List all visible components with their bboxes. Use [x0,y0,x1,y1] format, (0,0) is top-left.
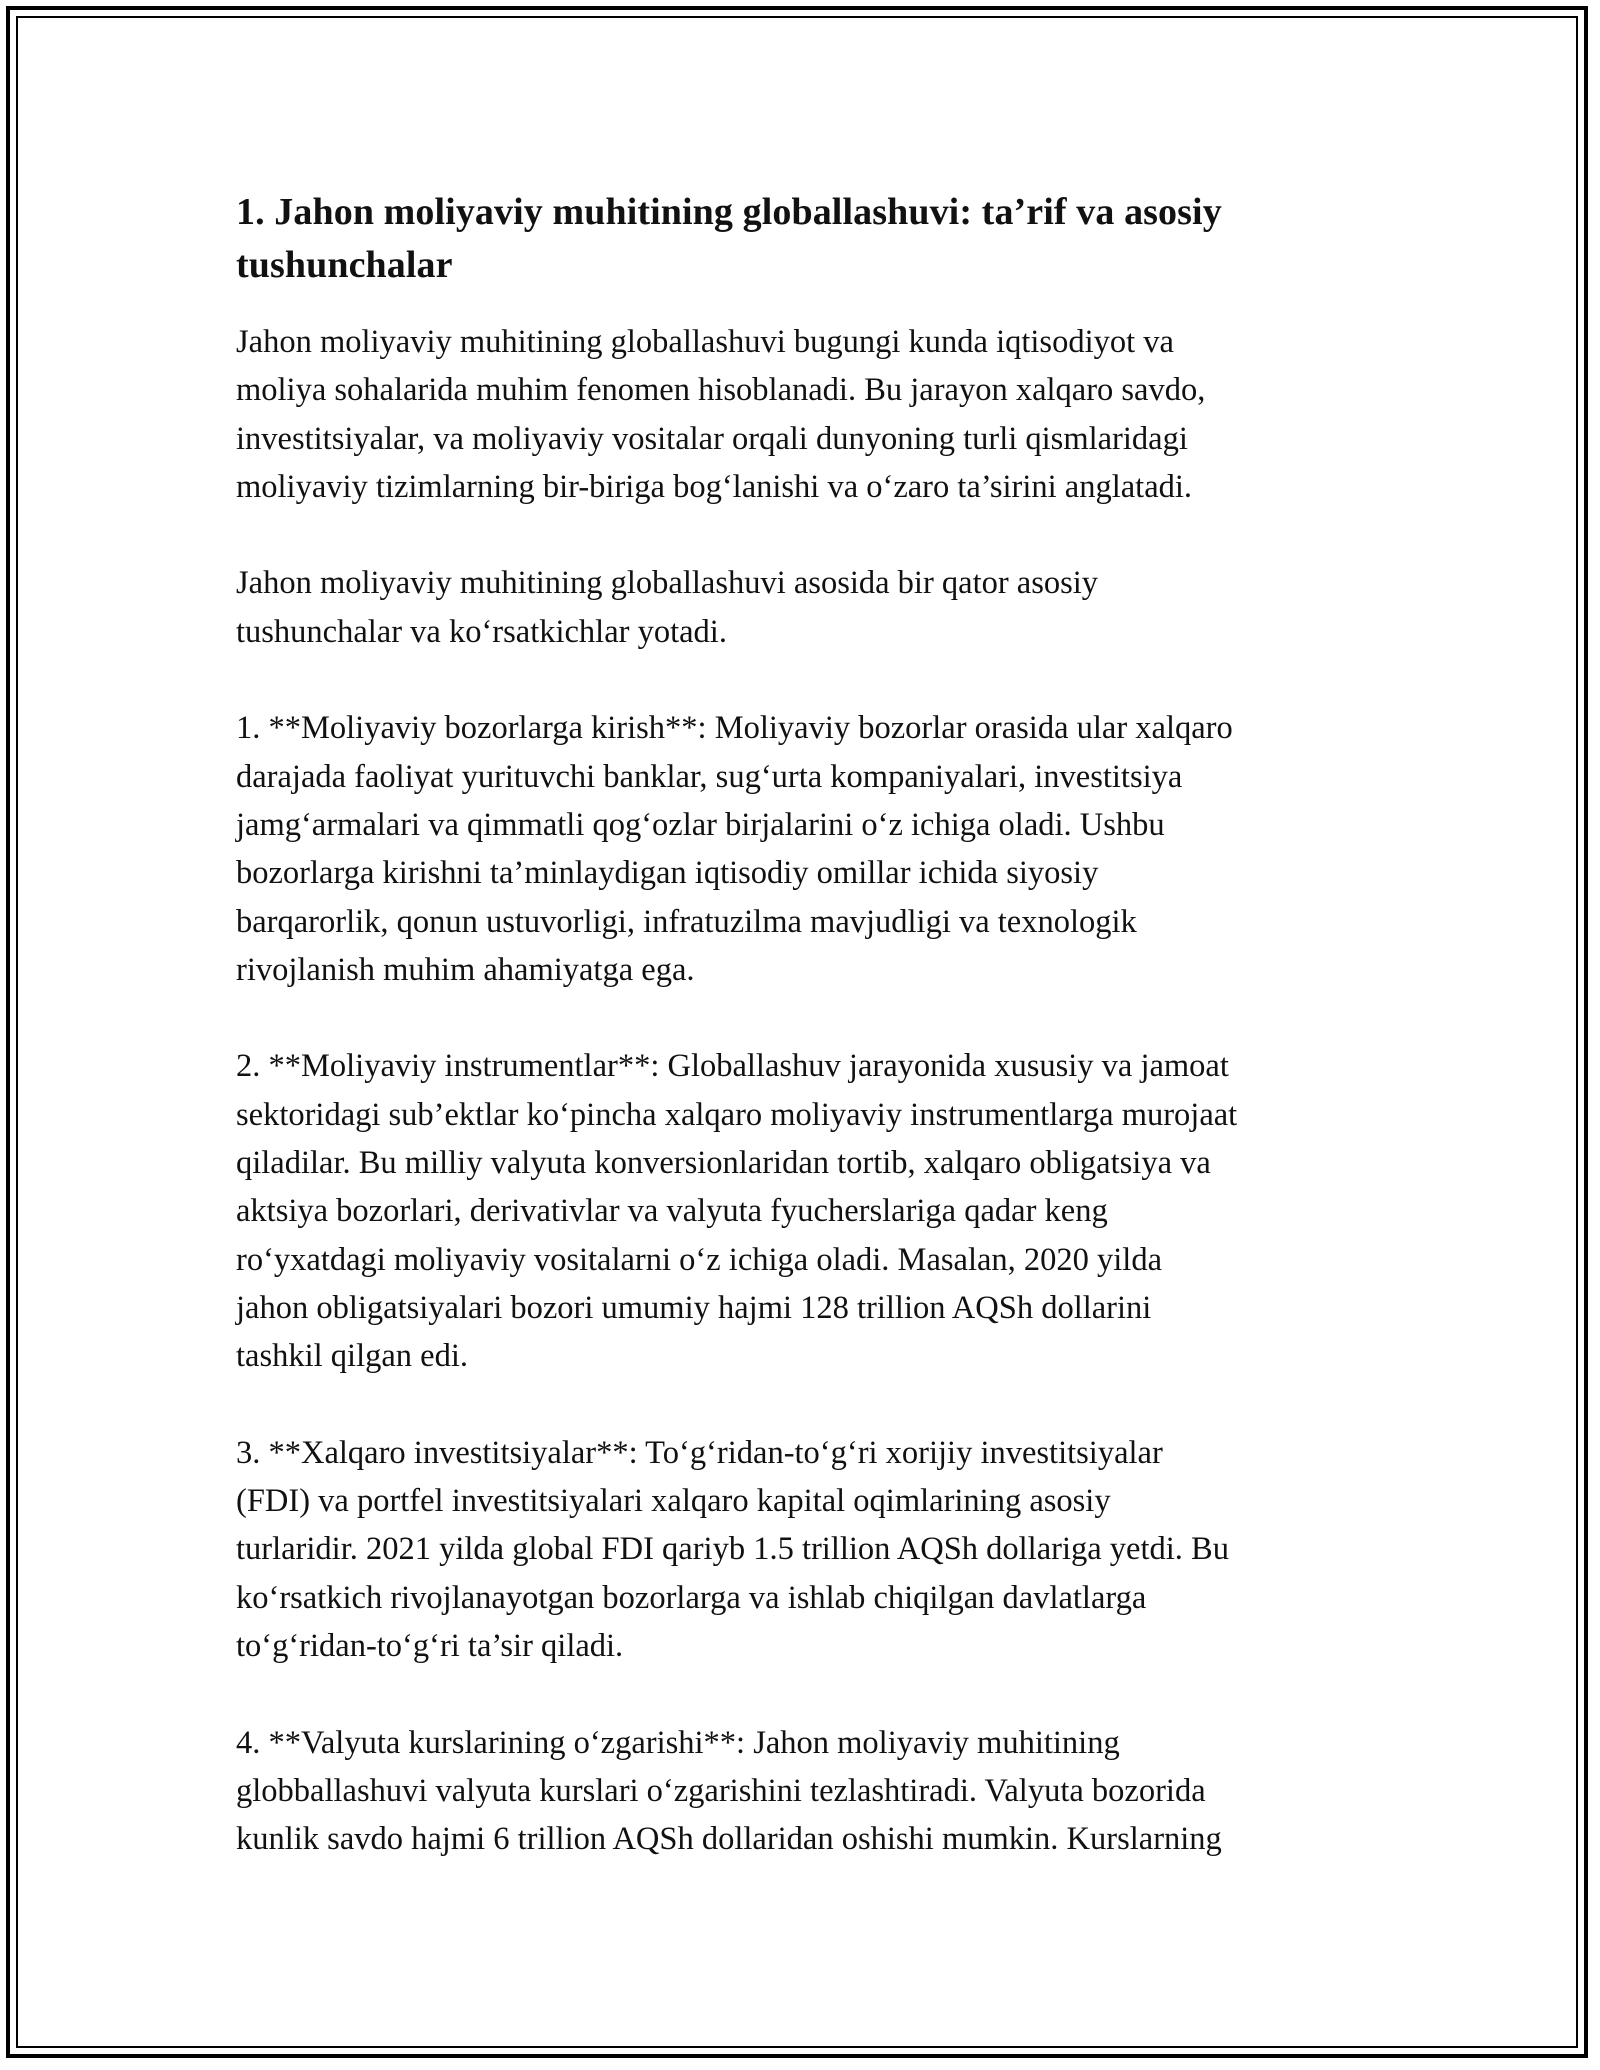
list-item-international-investments: 3. **Xalqaro investitsiyalar**: To‘g‘ridan-to‘g‘ri xorijiy investitsiyalar (FDI) va portfel investitsiyalari xalqaro kapital oqimlarining asosiy turlaridir. 2021 yilda global FDI qariyb 1.5 trillion AQSh dollariga yetdi. Bu ko‘rsatkich rivojlanayotgan bozorlarga va ishlab chiqilgan davlatlarga to‘g‘ridan-to‘g‘ri ta’sir qiladi. [236,1434,1229,1665]
list-item-exchange-rates: 4. **Valyuta kurslarining o‘zgarishi**: Jahon moliyaviy muhitining globballashuvi valyuta kurslari o‘zgarishini tezlashtiradi. Valyuta bozorida kunlik savdo hajmi 6 trillion AQSh dollaridan oshishi mumkin. Kurslarning [236,1724,1222,1858]
document-body [236,186,1376,1912]
paragraph-intro: Jahon moliyaviy muhitining globallashuvi bugungi kunda iqtisodiyot va moliya sohalarida muhim fenomen hisoblanadi. Bu jarayon xalqaro savdo, investitsiyalar, va moliyaviy vositalar orqali dunyoning turli qismlaridagi moliyaviy tizimlarning bir-biriga bog‘lanishi va o‘zaro ta’sirini anglatadi. [236,324,1206,505]
paragraph-concepts: Jahon moliyaviy muhitining globallashuvi asosida bir qator asosiy tushunchalar va ko‘rsatkichlar yotadi. [236,565,1099,650]
list-item-financial-instruments: 2. **Moliyaviy instrumentlar**: Globallashuv jarayonida xususiy va jamoat sektoridagi sub’ektlar ko‘pincha xalqaro moliyaviy instrumentlarga murojaat qiladilar. Bu milliy valyuta konversionlaridan tortib, xalqaro obligatsiya va aktsiya bozorlari, derivativlar va valyuta fyucherslariga qadar keng ro‘yxatdagi moliyaviy vositalarni o‘z ichiga oladi. Masalan, 2020 yilda jahon obligatsiyalari bozori umumiy hajmi 128 trillion AQSh dollarini tashkil qilgan edi. [236,1048,1238,1375]
list-item-market-access: 1. **Moliyaviy bozorlarga kirish**: Moliyaviy bozorlar orasida ular xalqaro darajada faoliyat yurituvchi banklar, sug‘urta kompaniyalari, investitsiya jamg‘armalari va qimmatli qog‘ozlar birjalarini o‘z ichiga oladi. Ushbu bozorlarga kirishni ta’minlaydigan iqtisodiy omillar ichida siyosiy barqarorlik, qonun ustuvorligi, infratuzilma mavjudligi va texnologik rivojlanish muhim ahamiyatga ega. [236,710,1233,988]
section-heading: 1. Jahon moliyaviy muhitining globallashuvi: ta’rif va asosiy tushunchalar [236,191,1222,286]
